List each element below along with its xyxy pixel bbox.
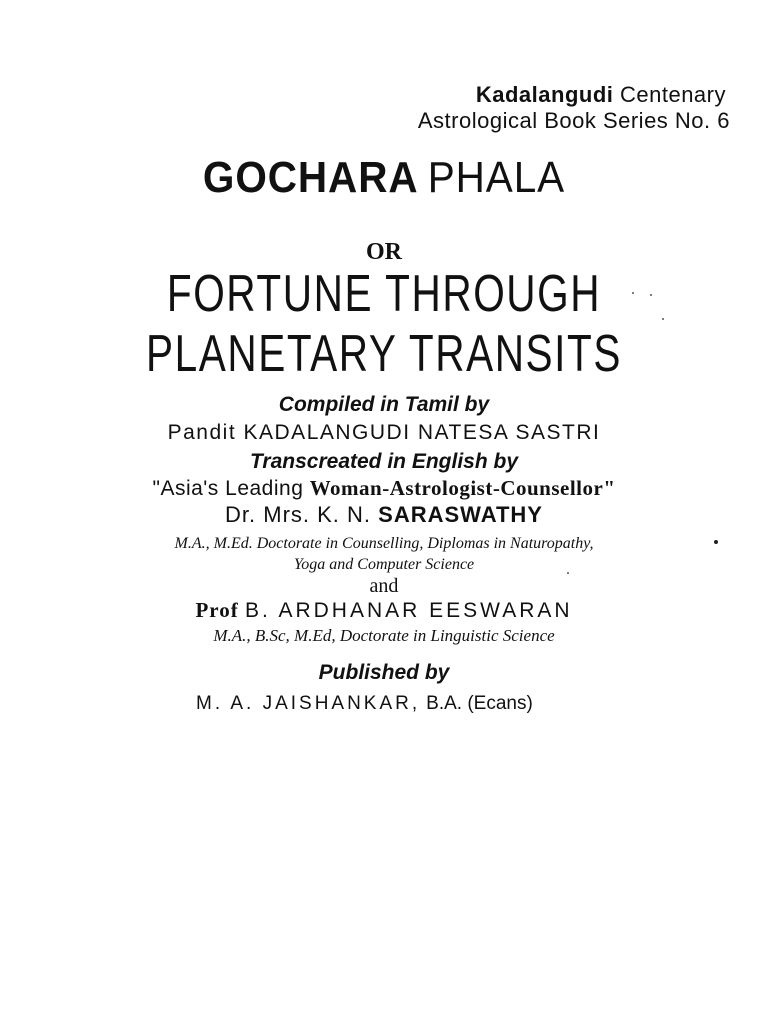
published-by-label: Published by: [318, 661, 450, 684]
compiled-by-label: Compiled in Tamil by: [278, 393, 490, 416]
compiler-name: Pandit KADALANGUDI NATESA SASTRI: [167, 421, 601, 444]
author-2-name: [0, 600, 768, 621]
tagline-prefix: "Asia's Leading: [152, 477, 310, 500]
or-connector: OR: [366, 239, 402, 265]
author-1-name: [0, 504, 768, 526]
series-name: Kadalangudi: [475, 82, 614, 107]
author-1-prefix: Dr. Mrs.: [225, 502, 318, 527]
scan-speck: [650, 294, 652, 296]
scan-speck: [632, 292, 634, 294]
author-2-prefix: Prof: [195, 598, 245, 622]
author-1-qualifications-1: M.A., M.Ed. Doctorate in Counselling, Diplomas in Naturopathy,: [174, 535, 594, 552]
subtitle-line-2: PLANETARY TRANSITS: [146, 325, 622, 383]
author-2-qualifications: M.A., B.Sc, M.Ed, Doctorate in Linguistic Science: [213, 626, 555, 645]
tagline-highlight: Woman-Astrologist-Counsellor": [309, 476, 616, 500]
title-word-1: GOCHARA: [202, 153, 419, 202]
publisher-full-name: M. A. JAISHANKAR,: [196, 693, 421, 714]
author-1-qualifications-2: Yoga and Computer Science: [293, 556, 475, 573]
author-1-surname: SARASWATHY: [378, 502, 543, 527]
scan-speck: [662, 318, 664, 320]
scan-speck: [714, 540, 718, 544]
and-connector: and: [369, 575, 399, 597]
author-1-initials: K. N.: [317, 502, 379, 527]
transcreated-by-label: Transcreated in English by: [249, 450, 519, 473]
series-name-rest: Centenary: [613, 82, 726, 107]
title-word-2: PHALA: [427, 153, 566, 202]
author-2-fullname: B. ARDHANAR EESWARAN: [244, 599, 573, 622]
scan-speck: [567, 572, 569, 574]
publisher-name: [196, 694, 533, 713]
series-line-2: Astrological Book Series No. 6: [417, 108, 730, 133]
author-tagline: [0, 478, 768, 499]
book-title: [31, 153, 738, 202]
subtitle-line-1: FORTUNE THROUGH: [166, 265, 602, 323]
publisher-degree: B.A. (Ecans): [426, 693, 533, 714]
series-line-1: [476, 84, 726, 106]
